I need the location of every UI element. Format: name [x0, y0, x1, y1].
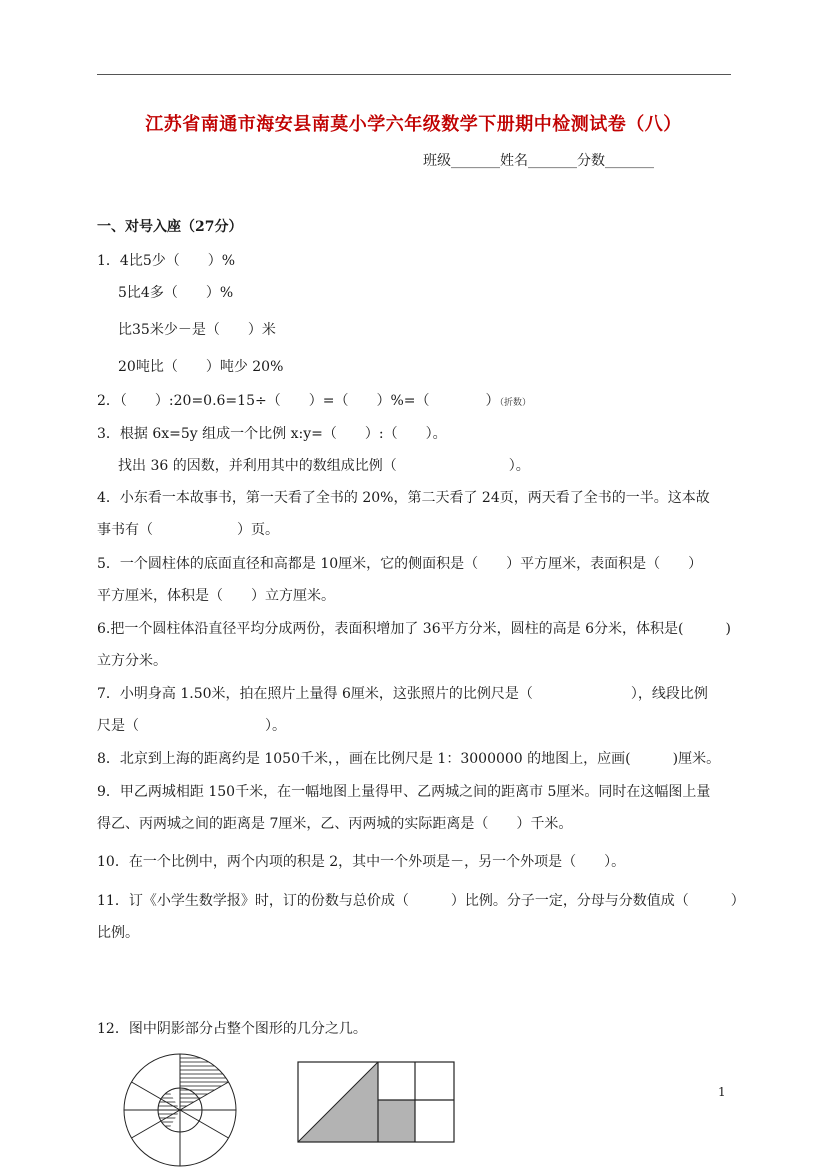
question-9b: 得乙、丙两城之间的距离是 7厘米，乙、丙两城的实际距离是（ ）千米。 — [97, 816, 573, 832]
question-5a: 5．一个圆柱体的底面直径和高都是 10厘米，它的侧面积是（ ）平方厘米，表面积是（ ） — [97, 556, 703, 572]
question-1d: 20吨比（ ）吨少 20% — [118, 359, 284, 375]
question-11a: 11．订《小学生数学报》时，订的份数与总价成（ ）比例。分子一定，分母与分数值成（ ） — [97, 893, 745, 909]
question-8: 8．北京到上海的距离约是 1050千米，，画在比例尺是 1：3000000 的地图上，应画( )厘米。 — [97, 751, 721, 767]
question-1a: 1．4比5少（ ）% — [97, 253, 236, 269]
page-title: 江苏省南通市海安县南莫小学六年级数学下册期中检测试卷（八） — [145, 114, 682, 135]
question-2-text: 2．（ ）:20=0.6=15÷（ ）=（ ）%=（ ） — [97, 393, 500, 409]
question-7a: 7．小明身高 1.50米，拍在照片上量得 6厘米，这张照片的比例尺是（ ），线段比例 — [97, 686, 708, 702]
question-7b: 尺是（ ）。 — [97, 718, 286, 734]
question-6a: 6.把一个圆柱体沿直径平均分成两份，表面积增加了 36平方分米，圆柱的高是 6分米，体积是( ) — [97, 621, 731, 637]
rectangle-figure — [298, 1062, 458, 1146]
header-rule — [97, 74, 731, 75]
page-number: 1 — [718, 1085, 726, 1099]
question-6b: 立方分米。 — [97, 653, 167, 669]
question-12: 12．图中阴影部分占整个图形的几分之几。 — [97, 1021, 367, 1037]
question-3b: 找出 36 的因数，并利用其中的数组成比例（ ）。 — [118, 458, 530, 474]
question-1c: 比35米少－是（ ）米 — [118, 322, 276, 338]
section-heading: 一、对号入座（27分） — [97, 219, 243, 235]
question-4a: 4．小东看一本故事书，第一天看了全书的 20%，第二天看了 24页，两天看了全书的一半。这本故 — [97, 490, 710, 506]
question-11b: 比例。 — [97, 925, 139, 941]
question-2-note: （折数） — [499, 398, 531, 408]
circle-figure — [120, 1048, 240, 1148]
question-3a: 3．根据 6x=5y 组成一个比例 x:y=（ ）:（ ）。 — [97, 426, 447, 442]
question-4b: 事书有（ ）页。 — [97, 522, 279, 538]
student-info-line: 班级_______姓名_______分数_______ — [423, 153, 654, 169]
question-10: 10．在一个比例中，两个内项的积是 2，其中一个外项是－，另一个外项是（ ）。 — [97, 854, 626, 870]
question-9a: 9．甲乙两城相距 150千米，在一幅地图上量得甲、乙两城之间的距离市 5厘米。同时在这幅图上量 — [97, 784, 711, 800]
question-1b: 5比4多（ ）% — [118, 285, 234, 301]
question-2 — [97, 390, 531, 410]
question-5b: 平方厘米，体积是（ ）立方厘米。 — [97, 588, 335, 604]
